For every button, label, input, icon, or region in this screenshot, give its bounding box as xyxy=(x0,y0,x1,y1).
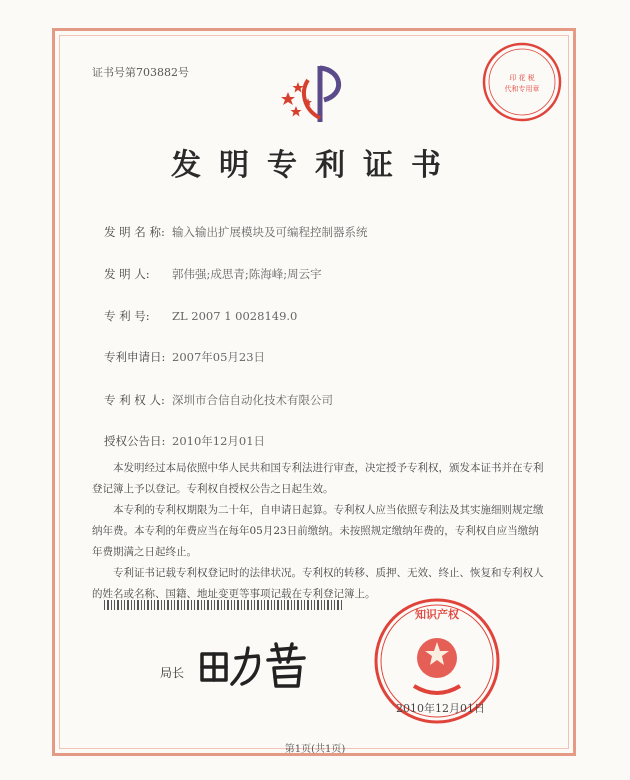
page-number: 第1页(共1页) xyxy=(284,744,346,755)
field-value: 2007年05月23日 xyxy=(172,350,266,364)
field-label: 专 利 号: xyxy=(104,309,150,323)
field-value: 输入输出扩展模块及可编程控制器系统 xyxy=(172,225,368,239)
certificate-number: 证书号第703882号 xyxy=(92,66,189,79)
field-invention-name xyxy=(104,224,368,240)
certificate-title: 发明专利证书 xyxy=(171,148,459,183)
field-label: 专利申请日: xyxy=(104,350,166,364)
field-value: ZL 2007 1 0028149.0 xyxy=(172,309,298,323)
director-signature-icon xyxy=(196,640,316,690)
field-value: 2010年12月01日 xyxy=(172,434,266,448)
field-value: 深圳市合信自动化技术有限公司 xyxy=(172,393,333,407)
field-inventors xyxy=(104,266,322,282)
certificate-body xyxy=(92,458,544,605)
field-patent-number xyxy=(104,308,297,324)
body-paragraph: 本发明经过本局依照中华人民共和国专利法进行审查，决定授予专利权，颁发本证书并在专利登记簿上予以登记。专利权自授权公告之日起生效。 xyxy=(92,462,544,495)
barcode-icon xyxy=(104,600,344,610)
field-label: 专 利 权 人: xyxy=(104,393,165,407)
svg-text:代和专用章: 代和专用章 xyxy=(504,85,540,93)
svg-text:印 花 税: 印 花 税 xyxy=(509,74,535,82)
agency-seal-icon xyxy=(480,40,564,124)
field-label: 授权公告日: xyxy=(104,434,166,448)
field-label: 发 明 人: xyxy=(104,267,150,281)
field-label: 发 明 名 称: xyxy=(104,225,165,239)
body-paragraph: 本专利的专利权期限为二十年，自申请日起算。专利权人应当依照专利法及其实施细则规定缴纳年费。本专利的年费应当在每年05月23日前缴纳。未按照规定缴纳年费的，专利权自应当缴纳年费期满之日起终止。 xyxy=(92,504,544,558)
director-label: 局长 xyxy=(160,666,185,680)
body-paragraph: 专利证书记载专利权登记时的法律状况。专利权的转移、质押、无效、终止、恢复和专利权人的姓名或名称、国籍、地址变更等事项记载在专利登记簿上。 xyxy=(92,567,544,600)
field-value: 郭伟强;成思青;陈海峰;周云宇 xyxy=(172,267,322,281)
patent-office-logo-icon xyxy=(280,60,350,132)
issue-date: 2010年12月01日 xyxy=(396,702,485,715)
field-application-date xyxy=(104,349,265,365)
svg-text:知识产权: 知识产权 xyxy=(415,608,459,621)
field-grant-date xyxy=(104,433,265,449)
field-patentee xyxy=(104,392,333,408)
